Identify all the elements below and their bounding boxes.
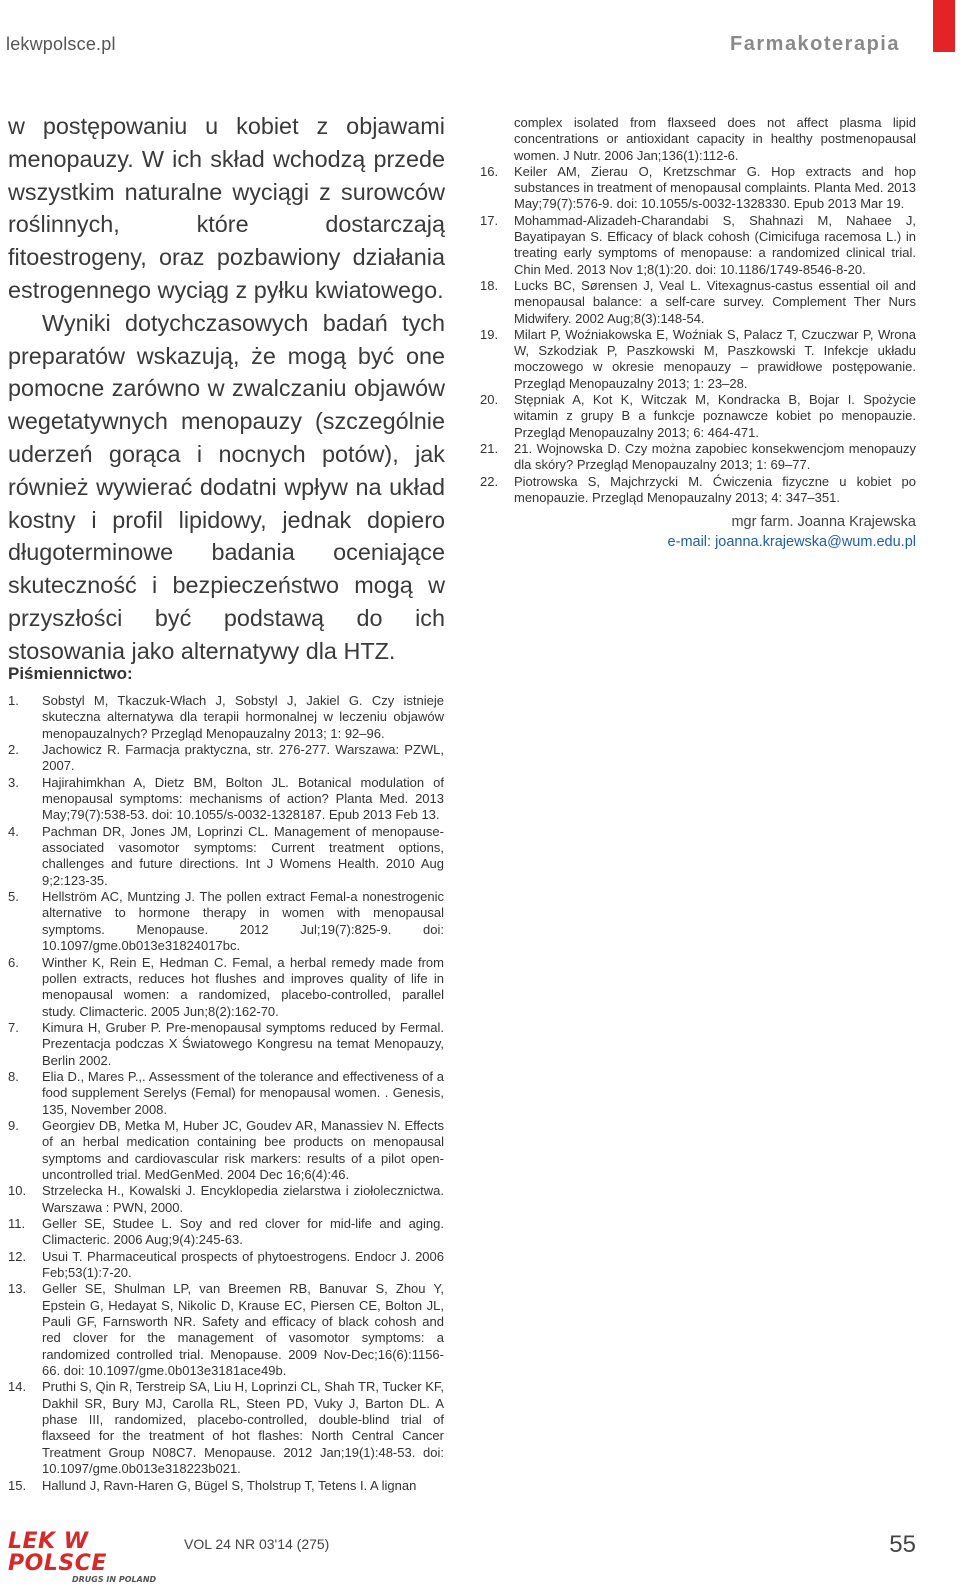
reference-number: 15. <box>8 1477 27 1493</box>
reference-number: 8. <box>8 1068 19 1084</box>
reference-text: Geller SE, Shulman LP, van Breemen RB, Banuvar S, Zhou Y, Epstein G, Hedayat S, Nikolic D, Krause EC, Piersen CE, Bolton JL, Pauli GF, Farnsworth NR. Safety and efficacy of black cohosh and red clover for the management of vasomotor symptoms: a randomized controlled trial. Menopause. 2009 Nov-Dec;16(6):1156-66. doi: 10.1097/gme.0b013e3181ace49b. <box>42 1281 444 1379</box>
reference-text: Hajirahimkhan A, Dietz BM, Bolton JL. Botanical modulation of menopausal symptoms: mechanisms of action? Planta Med. 2013 May;79(7):538-53. doi: 10.1055/s-0032-1328187. Epub 2013 Feb 13. <box>42 774 444 823</box>
references-list <box>480 164 916 506</box>
references-list-right <box>480 115 916 506</box>
reference-text: Hallund J, Ravn-Haren G, Bügel S, Tholstrup T, Tetens I. A lignan <box>42 1477 417 1493</box>
reference-item <box>480 164 916 213</box>
reference-item <box>8 693 444 742</box>
reference-text: Winther K, Rein E, Hedman C. Femal, a herbal remedy made from pollen extracts, reduces hot flushes and improves quality of life in menopausal women: a randomized, placebo-controlled, parallel study. Climacteric. 2005 Jun;8(2):162-70. <box>42 954 444 1019</box>
reference-number: 20. <box>480 392 499 408</box>
reference-item <box>8 1216 444 1249</box>
logo-title: LEK W POLSCE <box>8 1529 107 1576</box>
reference-number: 19. <box>480 326 499 342</box>
section-title: Farmakoterapia <box>730 33 900 55</box>
reference-number: 13. <box>8 1281 27 1297</box>
references-heading: Piśmiennictwo: <box>8 664 133 683</box>
reference-number: 6. <box>8 954 19 970</box>
reference-number: 1. <box>8 693 19 708</box>
reference-number: 2. <box>8 742 19 758</box>
author-block <box>560 512 916 552</box>
reference-number: 22. <box>480 473 499 489</box>
reference-number: 10. <box>8 1183 27 1199</box>
reference-text: Usui T. Pharmaceutical prospects of phytoestrogens. Endocr J. 2006 Feb;53(1):7-20. <box>42 1248 444 1281</box>
reference-item <box>480 327 916 392</box>
reference-number: 16. <box>480 163 499 179</box>
reference-number: 3. <box>8 774 19 790</box>
author-name: mgr farm. Joanna Krajewska <box>731 514 916 530</box>
reference-item <box>8 889 444 954</box>
reference-text: Jachowicz R. Farmacja praktyczna, str. 276-277. Warszawa: PZWL, 2007. <box>42 742 444 774</box>
body-paragraph: Wyniki dotychczasowych badań tych preparatów wskazują, że mogą być one pomocne zarówno w zwalczaniu objawów wegetatywnych menopauzy (szczególnie uderzeń gorąca i nocnych potów), jak również wywierać dodatni wpływ na układ kostny i profil lipidowy, jednak dopiero długoterminowe badania oceniające skuteczność i bezpieczeństwo mogą w przyszłości być podstawą do ich stosowania jako alternatywy dla HTZ. <box>8 309 445 664</box>
reference-continuation: complex isolated from flaxseed does not affect plasma lipid concentrations or antioxidant capacity in healthy postmenopausal women. J Nutr. 2006 Jan;136(1):112-6. <box>514 115 916 163</box>
reference-text: Hellström AC, Muntzing J. The pollen extract Femal-a nonestrogenic alternative to hormone therapy in women with menopausal symptoms. Menopause. 2012 Jul;19(7):825-9. doi: 10.1097/gme.0b013e31824017bc. <box>42 889 444 954</box>
reference-text: Lucks BC, Sørensen J, Veal L. Vitexagnus-castus essential oil and menopausal balance: a self-care survey. Complement Ther Nurs Midwifery. 2002 Aug;8(3):148-54. <box>514 277 916 326</box>
body-paragraph: w postępowaniu u kobiet z objawami menopauzy. W ich skład wchodzą przede wszystkim naturalne wyciągi z surowców roślinnych, które dostarczają fitoestrogeny, oraz pozbawiony działania estrogennego wyciąg z pyłku kwiatowego. <box>8 113 445 303</box>
section-color-tab <box>933 0 955 52</box>
reference-item <box>480 474 916 507</box>
reference-number: 12. <box>8 1248 27 1264</box>
site-name: lekwpolsce.pl <box>6 34 116 54</box>
reference-number: 4. <box>8 823 19 839</box>
reference-text: Kimura H, Gruber P. Pre-menopausal symptoms reduced by Fermal. Prezentacja podczas X Światowego Kongresu na temat Menopauzy, Berlin 2002. <box>42 1019 444 1068</box>
article-body <box>8 110 445 668</box>
reference-item <box>8 1020 444 1069</box>
reference-text: Pruthi S, Qin R, Terstreip SA, Liu H, Loprinzi CL, Shah TR, Tucker KF, Dakhil SR, Bury MJ, Carolla RL, Steen PD, Vuky J, Barton DL. A phase III, randomized, placebo-controlled, double-blind trial of flaxseed for the treatment of hot flashes: North Central Cancer Treatment Group N08C7. Menopause. 2012 Jan;19(1):48-53. doi: 10.1097/gme.0b013e318223b021. <box>42 1379 444 1477</box>
reference-text: Keiler AM, Zierau O, Kretzschmar G. Hop extracts and hop substances in treatment of menopausal complaints. Planta Med. 2013 May;79(7):576-9. doi: 10.1055/s-0032-1328330. Epub 2013 Mar 19. <box>514 163 916 212</box>
reference-item <box>8 1118 444 1183</box>
reference-text: Elia D., Mares P.,. Assessment of the tolerance and effectiveness of a food supplement Serelys (Femal) for menopausal women. . Genesis, 135, November 2008. <box>42 1068 444 1117</box>
volume-info: VOL 24 NR 03'14 (275) <box>184 1536 330 1552</box>
reference-item <box>8 824 444 889</box>
author-email-link[interactable]: e-mail: joanna.krajewska@wum.edu.pl <box>667 534 916 550</box>
reference-number: 18. <box>480 277 499 293</box>
reference-item <box>480 278 916 327</box>
reference-item <box>8 1249 444 1282</box>
reference-number: 14. <box>8 1379 27 1395</box>
reference-number: 17. <box>480 212 499 228</box>
reference-text: Pachman DR, Jones JM, Loprinzi CL. Management of menopause-associated vasomotor symptoms: Current treatment options, challenges and future directions. Int J Womens Health. 2010 Aug 9;2:123-35. <box>42 823 444 888</box>
reference-number: 5. <box>8 889 19 905</box>
reference-text: 21. Wojnowska D. Czy można zapobiec konsekwencjom menopauzy dla skóry? Przegląd Menopauzalny 2013; 1: 69–77. <box>514 440 916 473</box>
reference-item <box>8 1069 444 1118</box>
reference-item <box>8 1379 444 1477</box>
reference-item <box>8 775 444 824</box>
reference-item <box>480 392 916 441</box>
reference-text: Sobstyl M, Tkaczuk-Włach J, Sobstyl J, Jakiel G. Czy istnieje skuteczna alternatywa dla terapii hormonalnej w leczeniu objawów menopauzalnych? Przegląd Menopauzalny 2013; 1: 92–96. <box>42 693 444 741</box>
reference-text: Mohammad-Alizadeh-Charandabi S, Shahnazi M, Nahaee J, Bayatipayan S. Efficacy of black cohosh (Cimicifuga racemosa L.) in treating early symptoms of menopause: a randomized clinical trial. Chin Med. 2013 Nov 1;8(1):20. doi: 10.1186/1749-8546-8-20. <box>514 212 916 277</box>
reference-number: 9. <box>8 1117 19 1133</box>
reference-text: Piotrowska S, Majchrzycki M. Ćwiczenia fizyczne u kobiet po menopauzie. Przegląd Menopauzalny 2013; 4: 347–351. <box>514 473 916 505</box>
reference-item <box>8 1281 444 1379</box>
reference-item <box>8 1183 444 1216</box>
reference-item <box>8 742 444 775</box>
journal-logo <box>8 1529 158 1584</box>
reference-number: 11. <box>8 1216 26 1231</box>
logo-subtitle: DRUGS IN POLAND <box>72 1575 157 1584</box>
reference-item <box>480 441 916 474</box>
reference-number: 7. <box>8 1019 19 1035</box>
reference-item <box>8 1478 444 1494</box>
reference-text: Milart P, Woźniakowska E, Woźniak S, Palacz T, Czuczwar P, Wrona W, Szkodziak P, Paszkowski M, Paszkowski T. Infekcje układu moczowego w okresie menopauzy – prawidłowe postępowanie. Przegląd Menopauzalny 2013; 1: 23–28. <box>514 326 916 391</box>
reference-text: Georgiev DB, Metka M, Huber JC, Goudev AR, Manassiev N. Effects of an herbal medication containing bee products on menopausal symptoms and cardiovascular risk markers: results of a pilot open-uncontrolled trial. MedGenMed. 2004 Dec 16;6(4):46. <box>42 1117 444 1182</box>
reference-text: Stępniak A, Kot K, Witczak M, Kondracka B, Bojar I. Spożycie witamin z grupy B a funkcje poznawcze kobiet po menopauzie. Przegląd Menopauzalny 2013; 6: 464-471. <box>514 392 916 440</box>
reference-text: Geller SE, Studee L. Soy and red clover for mid-life and aging. Climacteric. 2006 Aug;9(4):245-63. <box>42 1216 444 1248</box>
reference-text: Strzelecka H., Kowalski J. Encyklopedia zielarstwa i ziołolecznictwa. Warszawa : PWN, 2000. <box>42 1183 444 1215</box>
references-list-left <box>8 693 444 1494</box>
page-number: 55 <box>889 1531 916 1558</box>
reference-number: 21. <box>480 440 499 456</box>
reference-item <box>480 213 916 278</box>
reference-item <box>8 955 444 1020</box>
